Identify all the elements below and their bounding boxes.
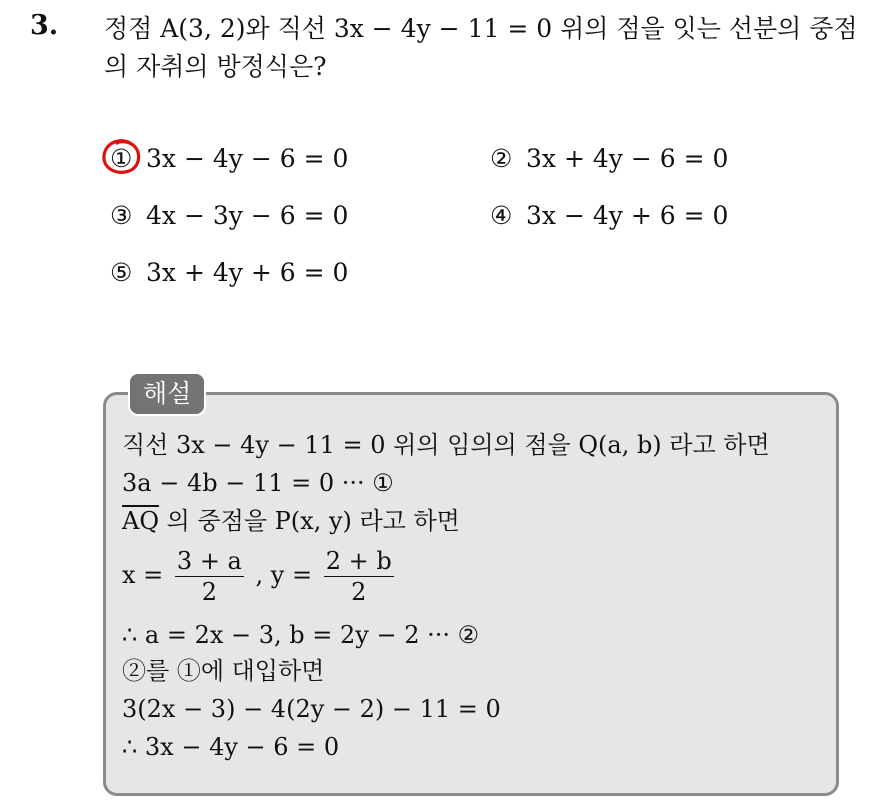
fraction-y-numerator: 2 + b [325, 547, 392, 575]
solution-line-8: ∴ 3x − 4y − 6 = 0 [122, 733, 340, 761]
solution-line-2: 3a − 4b − 11 = 0 ··· ① [122, 469, 394, 497]
solution-line-3-text: 의 중점을 P(x, y) 라고 하면 [159, 507, 460, 535]
choice-5[interactable] [110, 256, 348, 290]
choice-2[interactable] [490, 142, 728, 176]
solution-line-4 [122, 546, 398, 607]
segment-aq: $\overline{AQ}$ [122, 507, 160, 535]
choice-number: ④ [490, 201, 513, 230]
fraction-x-denominator: 2 [201, 578, 218, 606]
solution-line-6: ②를 ①에 대입하면 [122, 657, 325, 685]
solution-line-3 [122, 504, 460, 538]
choice-number: ② [490, 144, 513, 173]
fraction-y-denominator: 2 [351, 578, 367, 606]
choice-text: 4x − 3y − 6 = 0 [146, 201, 349, 230]
question-text: 정점 A(3, 2)와 직선 3x − 4y − 11 = 0 위의 점을 잇는 선분의 중점의 자취의 방정식은? [104, 14, 858, 81]
choice-number: ③ [110, 201, 133, 230]
fraction-y [324, 546, 394, 607]
choice-4[interactable] [490, 199, 728, 233]
solution-line-1: 직선 3x − 4y − 11 = 0 위의 임의의 점을 Q(a, b) 라고 하면 [122, 431, 770, 459]
choice-text: 3x + 4y − 6 = 0 [526, 144, 729, 173]
solution-tag: 해설 [128, 372, 206, 416]
y-lhs: , y = [255, 561, 313, 589]
solution-line-5: ∴ a = 2x − 3, b = 2y − 2 ··· ② [122, 621, 480, 649]
choice-text: 3x − 4y + 6 = 0 [526, 201, 729, 230]
answer-circle-mark [100, 137, 144, 177]
choice-number: ① [110, 144, 133, 173]
choice-text: 3x + 4y + 6 = 0 [146, 258, 349, 287]
fraction-x-numerator: 3 + a [176, 547, 242, 575]
solution-line-7: 3(2x − 3) − 4(2y − 2) − 11 = 0 [122, 695, 501, 723]
choice-1[interactable] [110, 142, 348, 176]
fraction-x [175, 546, 244, 607]
choice-3[interactable] [110, 199, 348, 233]
choice-number: ⑤ [110, 258, 133, 287]
x-lhs: x = [122, 561, 164, 589]
choice-text: 3x − 4y − 6 = 0 [146, 144, 349, 173]
question-number: 3. [30, 10, 59, 41]
